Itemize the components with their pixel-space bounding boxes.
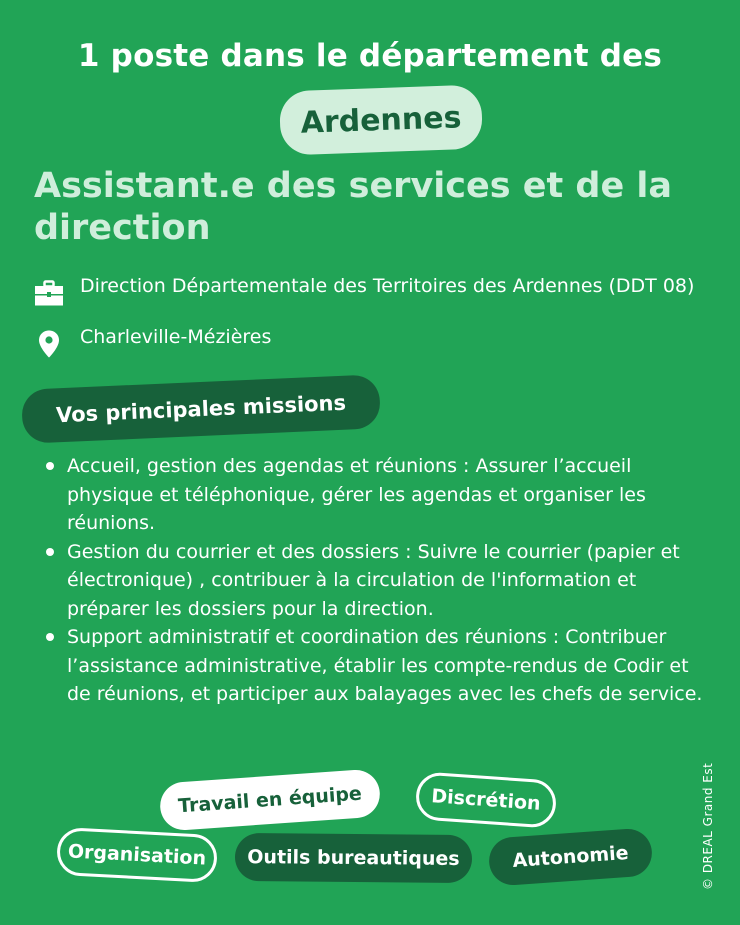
missions-list <box>44 452 704 709</box>
mission-text: Support administratif et coordination des réunions : Contribuer l’assistance administrative, établir les compte-rendus de Codir et de réunions, et participer aux balayages avec les chefs de service. <box>67 626 703 705</box>
missions-heading: Vos principales missions <box>21 374 381 444</box>
bullet-icon <box>46 548 54 556</box>
organization-row <box>34 275 704 308</box>
mission-text: Accueil, gestion des agendas et réunions : Assurer l’accueil physique et téléphonique, gérer les agendas et organiser les réunions. <box>67 455 646 534</box>
mission-item <box>44 623 704 709</box>
bullet-icon <box>46 633 54 641</box>
mission-text: Gestion du courrier et des dossiers : Suivre le courrier (papier et électronique) , contribuer à la circulation de l'information et préparer les dossiers pour la direction. <box>67 540 680 620</box>
location-row <box>34 326 271 359</box>
department-badge: Ardennes <box>279 84 483 155</box>
location-name: Charleville-Mézières <box>80 326 272 348</box>
skill-tag-discretion: Discrétion <box>414 771 557 829</box>
organization-name: Direction Départementale des Territoires des Ardennes (DDT 08) <box>80 275 695 297</box>
skill-tag-office-tools: Outils bureautiques <box>235 833 472 883</box>
briefcase-icon <box>34 278 64 308</box>
skill-tag-organisation: Organisation <box>56 827 218 883</box>
skill-tag-autonomy: Autonomie <box>488 827 654 886</box>
skill-tag-teamwork: Travail en équipe <box>159 768 382 831</box>
job-title: Assistant.e des services et de la direction <box>34 166 672 248</box>
headline: 1 poste dans le département des <box>77 38 663 74</box>
copyright-credit: © DREAL Grand Est <box>701 762 715 890</box>
mission-item <box>44 538 704 624</box>
map-pin-icon <box>34 329 64 359</box>
mission-item <box>44 452 704 538</box>
bullet-icon <box>46 462 54 470</box>
